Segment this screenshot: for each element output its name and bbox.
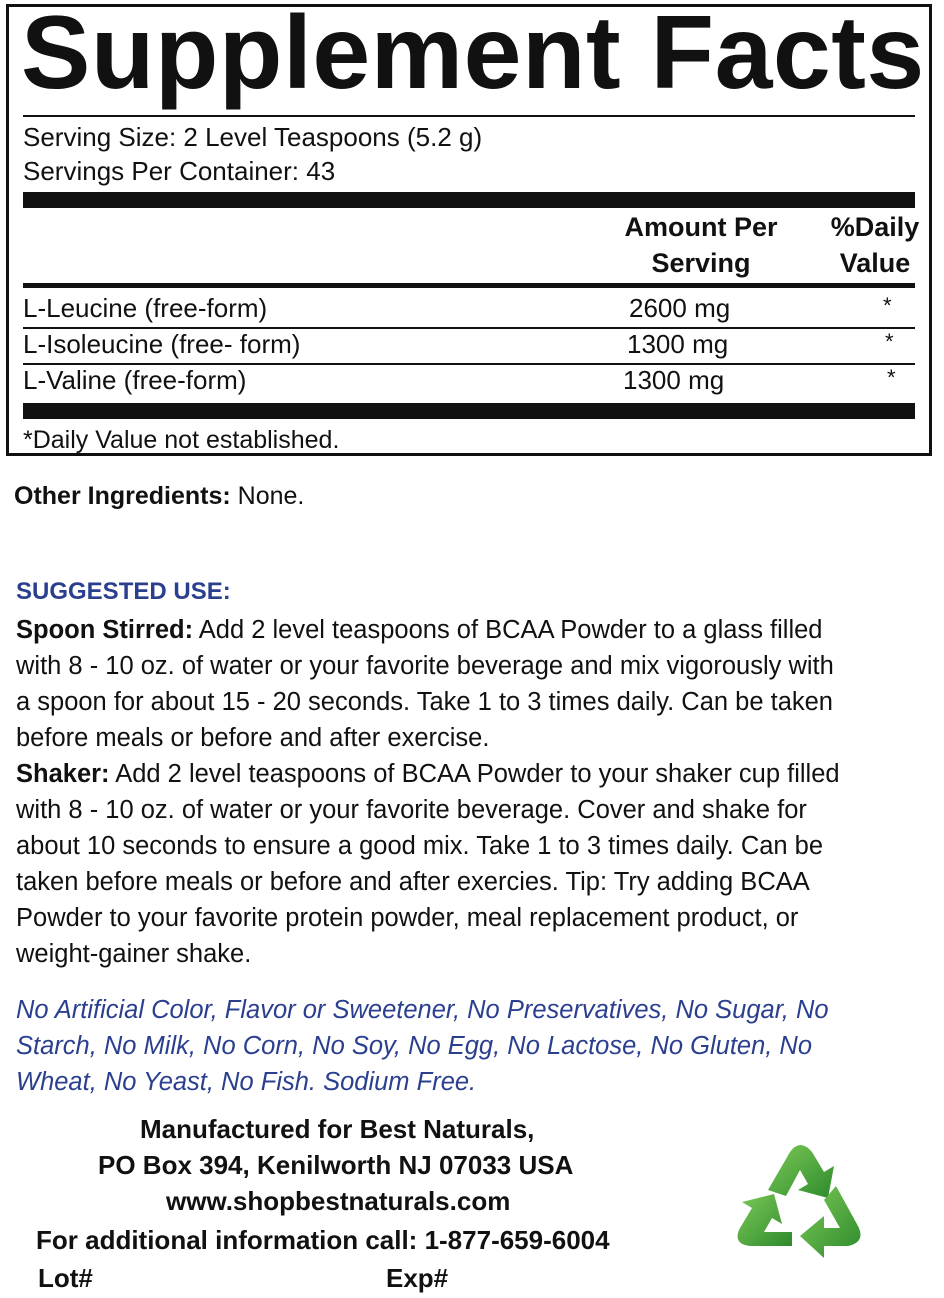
- header-dv-line2: Value: [839, 248, 911, 278]
- shaker-line-1: [16, 756, 840, 792]
- shaker-label: Shaker:: [16, 760, 110, 788]
- suggested-use-heading: SUGGESTED USE:: [16, 578, 231, 605]
- other-ingredients-value: None.: [230, 482, 305, 510]
- recycle-icon: [728, 1138, 872, 1268]
- shaker-line-3: about 10 seconds to ensure a good mix. Take 1 to 3 times daily. Can be: [16, 832, 824, 860]
- lot-label: Lot#: [38, 1263, 93, 1293]
- rule-under-title: [23, 115, 915, 117]
- thick-rule-bottom: [23, 403, 915, 419]
- servings-per-container: Servings Per Container: 43: [23, 156, 336, 186]
- free-from-line-3: Wheat, No Yeast, No Fish. Sodium Free.: [16, 1068, 477, 1096]
- nutrient-dv: *: [885, 329, 894, 354]
- spoon-line-1: [16, 612, 822, 648]
- manufacturer-address: PO Box 394, Kenilworth NJ 07033 USA: [98, 1150, 574, 1180]
- panel-title: Supplement Facts: [21, 0, 925, 111]
- free-from-line-1: No Artificial Color, Flavor or Sweetener, No Preservatives, No Sugar, No: [16, 996, 829, 1024]
- header-amount: [615, 209, 787, 281]
- header-dv-line1: %Daily: [830, 212, 920, 242]
- header-daily-value: [817, 209, 933, 281]
- serving-size: Serving Size: 2 Level Teaspoons (5.2 g): [23, 122, 483, 152]
- nutrient-name: L-Valine (free-form): [23, 365, 247, 395]
- daily-value-footnote: *Daily Value not established.: [23, 426, 340, 454]
- shaker-line-5: Powder to your favorite protein powder, meal replacement product, or: [16, 904, 799, 932]
- spoon-label: Spoon Stirred:: [16, 616, 194, 644]
- spoon-line-4: before meals or before and after exercise.: [16, 724, 490, 752]
- manufacturer-line-1: Manufactured for Best Naturals,: [140, 1114, 535, 1144]
- nutrient-amount: 1300 mg: [623, 365, 725, 395]
- nutrient-name: L-Isoleucine (free- form): [23, 329, 301, 359]
- exp-label: Exp#: [386, 1263, 449, 1293]
- nutrient-amount: 2600 mg: [629, 293, 731, 323]
- nutrient-dv: *: [883, 293, 892, 318]
- nutrient-name: L-Leucine (free-form): [23, 293, 268, 323]
- header-amount-line2: Serving: [651, 248, 751, 278]
- contact-phone: For additional information call: 1-877-659-6004: [36, 1225, 610, 1255]
- spoon-line-3: a spoon for about 15 - 20 seconds. Take 1 to 3 times daily. Can be taken: [16, 688, 833, 716]
- spoon-text: Add 2 level teaspoons of BCAA Powder to a glass filled: [193, 616, 823, 644]
- rule-under-header: [23, 283, 915, 288]
- shaker-text: Add 2 level teaspoons of BCAA Powder to your shaker cup filled: [109, 760, 840, 788]
- shaker-line-4: taken before meals or before and after exercies. Tip: Try adding BCAA: [16, 868, 810, 896]
- supplement-facts-panel: [6, 0, 932, 456]
- other-ingredients: [14, 478, 304, 514]
- shaker-line-6: weight-gainer shake.: [16, 940, 252, 968]
- nutrient-dv: *: [887, 365, 896, 390]
- header-amount-line1: Amount Per: [624, 212, 778, 242]
- other-ingredients-label: Other Ingredients:: [14, 482, 231, 510]
- shaker-line-2: with 8 - 10 oz. of water or your favorite beverage. Cover and shake for: [16, 796, 807, 824]
- manufacturer-website[interactable]: www.shopbestnaturals.com: [166, 1186, 511, 1216]
- nutrient-amount: 1300 mg: [627, 329, 729, 359]
- thick-rule-top: [23, 192, 915, 208]
- free-from-line-2: Starch, No Milk, No Corn, No Soy, No Egg, No Lactose, No Gluten, No: [16, 1032, 813, 1060]
- spoon-line-2: with 8 - 10 oz. of water or your favorite beverage and mix vigorously with: [16, 652, 834, 680]
